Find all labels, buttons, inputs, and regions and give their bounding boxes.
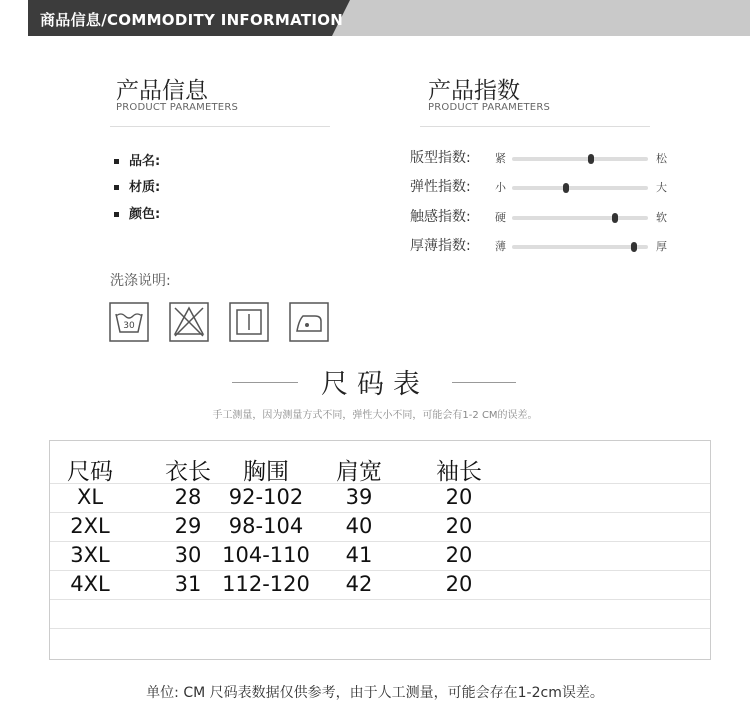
index-slider-track <box>512 245 648 249</box>
bullet-icon <box>114 212 119 217</box>
table-cell: 3XL <box>70 543 110 567</box>
table-cell: 42 <box>345 572 373 596</box>
table-cell: 4XL <box>70 572 110 596</box>
index-row <box>410 234 710 258</box>
size-title-right-line <box>452 382 516 383</box>
index-slider-track <box>512 186 648 190</box>
index-min-label: 薄 <box>495 240 506 253</box>
product-index-subtitle: PRODUCT PARAMETERS <box>428 102 551 113</box>
line-dry-icon <box>229 302 269 342</box>
table-cell: 20 <box>445 485 473 509</box>
table-cell: 98-104 <box>228 514 304 538</box>
index-label: 厚薄指数: <box>410 238 471 254</box>
index-row <box>410 175 710 199</box>
table-cell: 41 <box>345 543 373 567</box>
index-row <box>410 205 710 229</box>
product-info-divider <box>110 126 330 127</box>
product-index-divider <box>420 126 650 127</box>
header-title: 商品信息/COMMODITY INFORMATION <box>40 11 344 29</box>
index-label: 触感指数: <box>410 209 471 225</box>
table-header-cell: 胸围 <box>243 459 289 485</box>
table-cell: 30 <box>174 543 202 567</box>
index-slider-knob <box>612 213 618 223</box>
product-info-title: 产品信息 <box>116 78 208 104</box>
table-cell: 20 <box>445 572 473 596</box>
table-cell: 112-120 <box>222 572 310 596</box>
table-cell: 2XL <box>70 514 110 538</box>
index-slider-knob <box>631 242 637 252</box>
index-max-label: 软 <box>656 211 667 224</box>
no-bleach-icon <box>169 302 209 342</box>
table-cell: 39 <box>345 485 373 509</box>
product-index-title: 产品指数 <box>428 78 520 104</box>
index-slider-knob <box>563 183 569 193</box>
index-slider-knob <box>588 154 594 164</box>
table-cell: 20 <box>445 514 473 538</box>
table-cell: 29 <box>174 514 202 538</box>
index-slider-track <box>512 216 648 220</box>
index-row <box>410 146 710 170</box>
table-cell: 31 <box>174 572 202 596</box>
table-cell: XL <box>76 485 104 509</box>
table-cell: 104-110 <box>222 543 310 567</box>
wash-title: 洗涤说明: <box>110 273 171 289</box>
index-min-label: 硬 <box>495 211 506 224</box>
footer-note: 单位: CM 尺码表数据仅供参考，由于人工测量，可能会存在1-2cm误差。 <box>146 685 604 701</box>
table-row-divider <box>50 541 710 542</box>
index-slider-track <box>512 157 648 161</box>
table-row-divider <box>50 570 710 571</box>
index-label: 弹性指数: <box>410 179 471 195</box>
index-min-label: 紧 <box>495 152 506 165</box>
table-row-divider <box>50 628 710 629</box>
size-chart-note: 手工测量，因为测量方式不同，弹性大小不同，可能会有1-2 CM的误差。 <box>212 410 538 421</box>
index-min-label: 小 <box>495 181 506 194</box>
table-cell: 28 <box>174 485 202 509</box>
table-header-cell: 尺码 <box>67 459 113 485</box>
table-row-divider <box>50 599 710 600</box>
index-label: 版型指数: <box>410 150 471 166</box>
table-cell: 20 <box>445 543 473 567</box>
index-max-label: 厚 <box>656 240 667 253</box>
table-header-cell: 肩宽 <box>336 459 382 485</box>
index-max-label: 松 <box>656 152 667 165</box>
bullet-icon <box>114 185 119 190</box>
iron-icon <box>289 302 329 342</box>
param-material: 材质: <box>114 176 160 195</box>
table-cell: 92-102 <box>228 485 304 509</box>
index-max-label: 大 <box>656 181 667 194</box>
section-header <box>0 0 750 36</box>
table-cell: 40 <box>345 514 373 538</box>
table-header-cell: 衣长 <box>165 459 211 485</box>
wash-30-icon <box>109 302 149 342</box>
table-header-cell: 袖长 <box>436 459 482 485</box>
size-chart-title: 尺码表 <box>321 369 429 400</box>
param-name: 品名: <box>114 150 160 169</box>
table-row-divider <box>50 512 710 513</box>
size-table <box>49 440 711 660</box>
svg-text:30: 30 <box>123 321 135 331</box>
product-info-subtitle: PRODUCT PARAMETERS <box>116 102 239 113</box>
bullet-icon <box>114 159 119 164</box>
param-color: 颜色: <box>114 203 160 222</box>
